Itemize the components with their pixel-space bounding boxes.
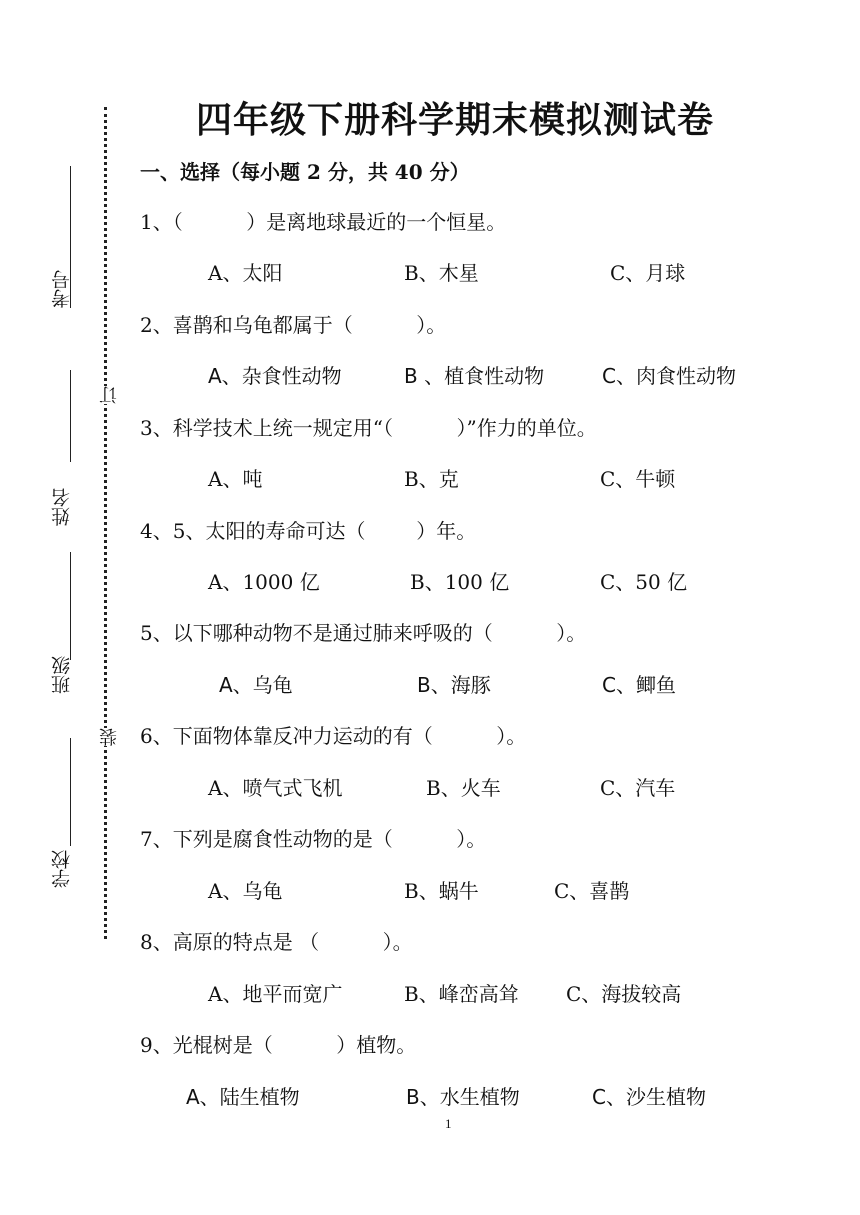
zhuang-char: 装 xyxy=(99,728,120,746)
q7-option-a: A、乌龟 xyxy=(208,879,283,903)
q2-option-b: B 、植食性动物 xyxy=(404,364,545,388)
q5-option-b: B、海豚 xyxy=(417,673,491,697)
q3-option-b: B、克 xyxy=(404,467,459,491)
q7-option-b: B、蜗牛 xyxy=(404,879,479,903)
section-heading: 一、选择（每小题 2 分，共 40 分） xyxy=(140,160,470,184)
question-9: 9、光棍树是（ ）植物。 xyxy=(140,1033,417,1057)
question-3: 3、科学技术上统一规定用“（ ）”作力的单位。 xyxy=(140,416,597,440)
q8-option-a: A、地平而宽广 xyxy=(208,982,343,1006)
q7-option-c: C、喜鹊 xyxy=(554,879,630,903)
q9-option-b: B、水生植物 xyxy=(406,1085,520,1109)
q1-option-a: A、太阳 xyxy=(208,261,283,285)
q4-option-b: B、100 亿 xyxy=(410,570,510,594)
question-1: 1、（ ）是离地球最近的一个恒星。 xyxy=(140,210,507,234)
xingming-line xyxy=(70,370,71,462)
q2-option-a: A、杂食性动物 xyxy=(208,364,342,388)
binding-dotted-line xyxy=(104,107,107,939)
q1-option-c: C、月球 xyxy=(610,261,686,285)
xingming-label: 姓名 xyxy=(51,488,73,526)
xuexiao-label: 学校 xyxy=(51,850,73,888)
question-2: 2、喜鹊和乌龟都属于（ ）。 xyxy=(140,313,447,337)
q5-option-a: A、乌龟 xyxy=(219,673,293,697)
q9-option-c: C、沙生植物 xyxy=(592,1085,706,1109)
question-4: 4、5、太阳的寿命可达（ ）年。 xyxy=(140,519,477,543)
kaohao-label: 考号 xyxy=(51,270,73,308)
banji-line xyxy=(70,552,71,660)
q6-option-a: A、喷气式飞机 xyxy=(208,776,343,800)
q8-option-b: B、峰峦高耸 xyxy=(404,982,519,1006)
q6-option-b: B、火车 xyxy=(426,776,501,800)
exam-title: 四年级下册科学期末模拟测试卷 xyxy=(195,99,714,141)
question-6: 6、下面物体靠反冲力运动的有（ ）。 xyxy=(140,724,527,748)
question-7: 7、下列是腐食性动物的是（ ）。 xyxy=(140,827,487,851)
ding-char: 订 xyxy=(99,386,120,404)
q3-option-a: A、吨 xyxy=(208,467,263,491)
q9-option-a: A、陆生植物 xyxy=(186,1085,300,1109)
q6-option-c: C、汽车 xyxy=(600,776,676,800)
q3-option-c: C、牛顿 xyxy=(600,467,676,491)
q4-option-c: C、50 亿 xyxy=(600,570,688,594)
xuexiao-line xyxy=(70,738,71,846)
question-5: 5、以下哪种动物不是通过肺来呼吸的（ ）。 xyxy=(140,621,587,645)
page-number: 1 xyxy=(445,1116,452,1131)
question-8: 8、高原的特点是 （ ）。 xyxy=(140,930,413,954)
q1-option-b: B、木星 xyxy=(404,261,479,285)
banji-label: 班级 xyxy=(51,656,73,694)
q4-option-a: A、1000 亿 xyxy=(208,570,320,594)
q8-option-c: C、海拔较高 xyxy=(566,982,682,1006)
q2-option-c: C、肉食性动物 xyxy=(602,364,736,388)
q5-option-c: C、鲫鱼 xyxy=(602,673,676,697)
